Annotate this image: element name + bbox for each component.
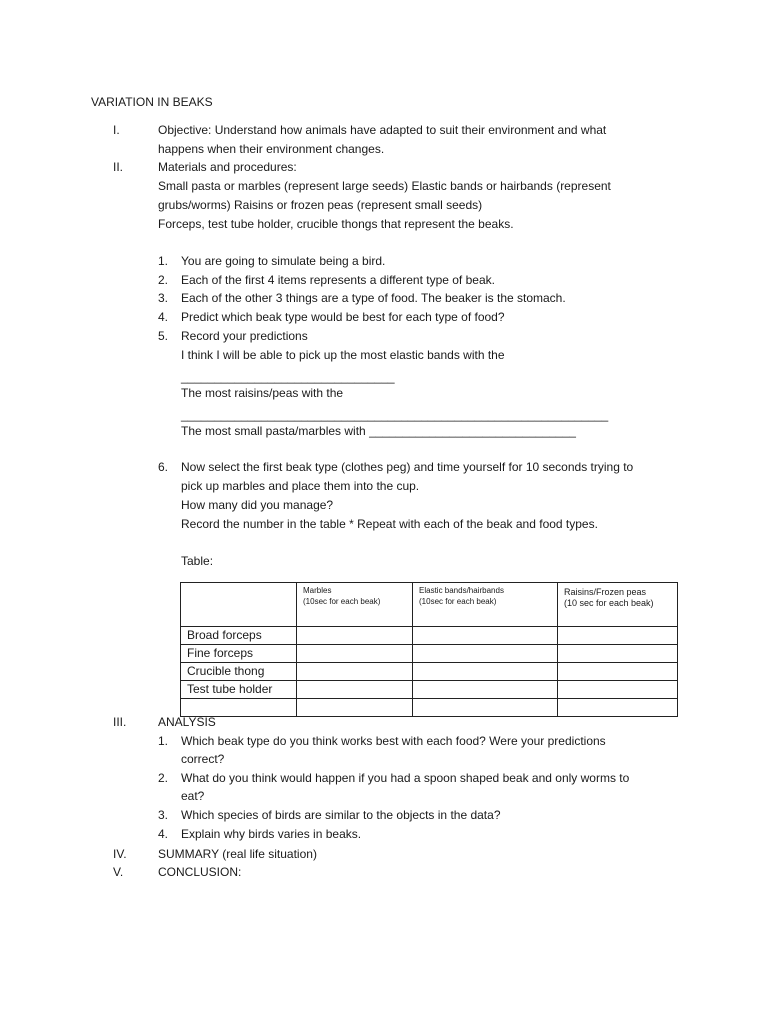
table-cell[interactable] bbox=[558, 663, 678, 681]
step-text: Now select the first beak type (clothes peg) and time yourself for 10 seconds trying to bbox=[181, 460, 634, 474]
row-label: Crucible thong bbox=[181, 663, 297, 681]
analysis-number: 2. bbox=[158, 771, 169, 785]
analysis-question: Which species of birds are similar to the objects in the data? bbox=[181, 808, 501, 822]
table-cell[interactable] bbox=[297, 645, 413, 663]
header-marbles-note: (10sec for each beak) bbox=[303, 597, 381, 606]
prediction-blank: ________________________________________________________________ bbox=[181, 408, 609, 422]
table-header-row bbox=[181, 583, 678, 627]
analysis-question: eat? bbox=[181, 789, 205, 803]
section-numeral-2: II. bbox=[113, 160, 124, 174]
table-cell[interactable] bbox=[413, 627, 558, 645]
row-label: Fine forceps bbox=[181, 645, 297, 663]
prediction-line: The most small pasta/marbles with _______________________________ bbox=[181, 424, 576, 438]
header-raisins: Raisins/Frozen peas bbox=[564, 587, 647, 597]
analysis-question: Which beak type do you think works best with each food? Were your predictions bbox=[181, 734, 606, 748]
analysis-question: correct? bbox=[181, 752, 225, 766]
table-cell[interactable] bbox=[413, 699, 558, 717]
table-cell[interactable] bbox=[297, 663, 413, 681]
step-text: Record the number in the table * Repeat with each of the beak and food types. bbox=[181, 517, 598, 531]
step-text: You are going to simulate being a bird. bbox=[181, 254, 386, 268]
step-number: 3. bbox=[158, 291, 169, 305]
results-table bbox=[180, 582, 678, 717]
table-row bbox=[181, 663, 678, 681]
section-numeral-4: IV. bbox=[113, 847, 127, 861]
prediction-line: I think I will be able to pick up the most elastic bands with the bbox=[181, 348, 505, 362]
table-row bbox=[181, 699, 678, 717]
table-cell[interactable] bbox=[558, 681, 678, 699]
table-header-cell bbox=[297, 583, 413, 627]
step-text: Predict which beak type would be best for each type of food? bbox=[181, 310, 505, 324]
materials-line-3: Forceps, test tube holder, crucible thongs that represent the beaks. bbox=[158, 217, 514, 231]
table-cell[interactable] bbox=[413, 645, 558, 663]
step-text: Each of the first 4 items represents a different type of beak. bbox=[181, 273, 495, 287]
analysis-number: 1. bbox=[158, 734, 169, 748]
header-marbles: Marbles bbox=[303, 586, 332, 595]
step-number: 4. bbox=[158, 310, 169, 324]
table-cell[interactable] bbox=[413, 663, 558, 681]
step-text: Each of the other 3 things are a type of food. The beaker is the stomach. bbox=[181, 291, 566, 305]
materials-heading: Materials and procedures: bbox=[158, 160, 297, 174]
prediction-blank: ________________________________ bbox=[181, 370, 395, 384]
analysis-question: What do you think would happen if you had a spoon shaped beak and only worms to bbox=[181, 771, 630, 785]
objective-line-1: Objective: Understand how animals have adapted to suit their environment and what bbox=[158, 123, 607, 137]
analysis-question: Explain why birds varies in beaks. bbox=[181, 827, 362, 841]
step-number: 1. bbox=[158, 254, 169, 268]
analysis-number: 4. bbox=[158, 827, 169, 841]
step-number: 5. bbox=[158, 329, 169, 343]
section-numeral-5: V. bbox=[113, 865, 124, 879]
table-header-cell bbox=[413, 583, 558, 627]
table-row bbox=[181, 627, 678, 645]
step-text: pick up marbles and place them into the cup. bbox=[181, 479, 420, 493]
step-number: 6. bbox=[158, 460, 169, 474]
row-label: Test tube holder bbox=[181, 681, 297, 699]
section-numeral-1: I. bbox=[113, 123, 120, 137]
table-header-cell bbox=[181, 583, 297, 627]
table-cell[interactable] bbox=[558, 699, 678, 717]
table-cell[interactable] bbox=[413, 681, 558, 699]
materials-line-2: grubs/worms) Raisins or frozen peas (represent small seeds) bbox=[158, 198, 483, 212]
table-label: Table: bbox=[181, 554, 214, 568]
table-row bbox=[181, 645, 678, 663]
table-cell[interactable] bbox=[297, 681, 413, 699]
materials-line-1: Small pasta or marbles (represent large seeds) Elastic bands or hairbands (represent bbox=[158, 179, 611, 193]
table-cell[interactable] bbox=[297, 699, 413, 717]
header-elastic-bands-note: (10sec for each beak) bbox=[419, 597, 497, 606]
page-title: VARIATION IN BEAKS bbox=[91, 95, 213, 109]
step-text: Record your predictions bbox=[181, 329, 308, 343]
table-row bbox=[181, 681, 678, 699]
objective-line-2: happens when their environment changes. bbox=[158, 142, 385, 156]
table-cell[interactable] bbox=[558, 645, 678, 663]
step-text: How many did you manage? bbox=[181, 498, 334, 512]
table-header-cell bbox=[558, 583, 678, 627]
step-number: 2. bbox=[158, 273, 169, 287]
table-cell[interactable] bbox=[297, 627, 413, 645]
header-elastic-bands: Elastic bands/hairbands bbox=[419, 586, 504, 595]
section-numeral-3: III. bbox=[113, 715, 127, 729]
conclusion-heading: CONCLUSION: bbox=[158, 865, 242, 879]
prediction-line: The most raisins/peas with the bbox=[181, 386, 344, 400]
header-raisins-note: (10 sec for each beak) bbox=[564, 598, 654, 608]
table-cell[interactable] bbox=[558, 627, 678, 645]
summary-heading: SUMMARY (real life situation) bbox=[158, 847, 317, 861]
analysis-number: 3. bbox=[158, 808, 169, 822]
analysis-heading: ANALYSIS bbox=[158, 715, 216, 729]
row-label: Broad forceps bbox=[181, 627, 297, 645]
